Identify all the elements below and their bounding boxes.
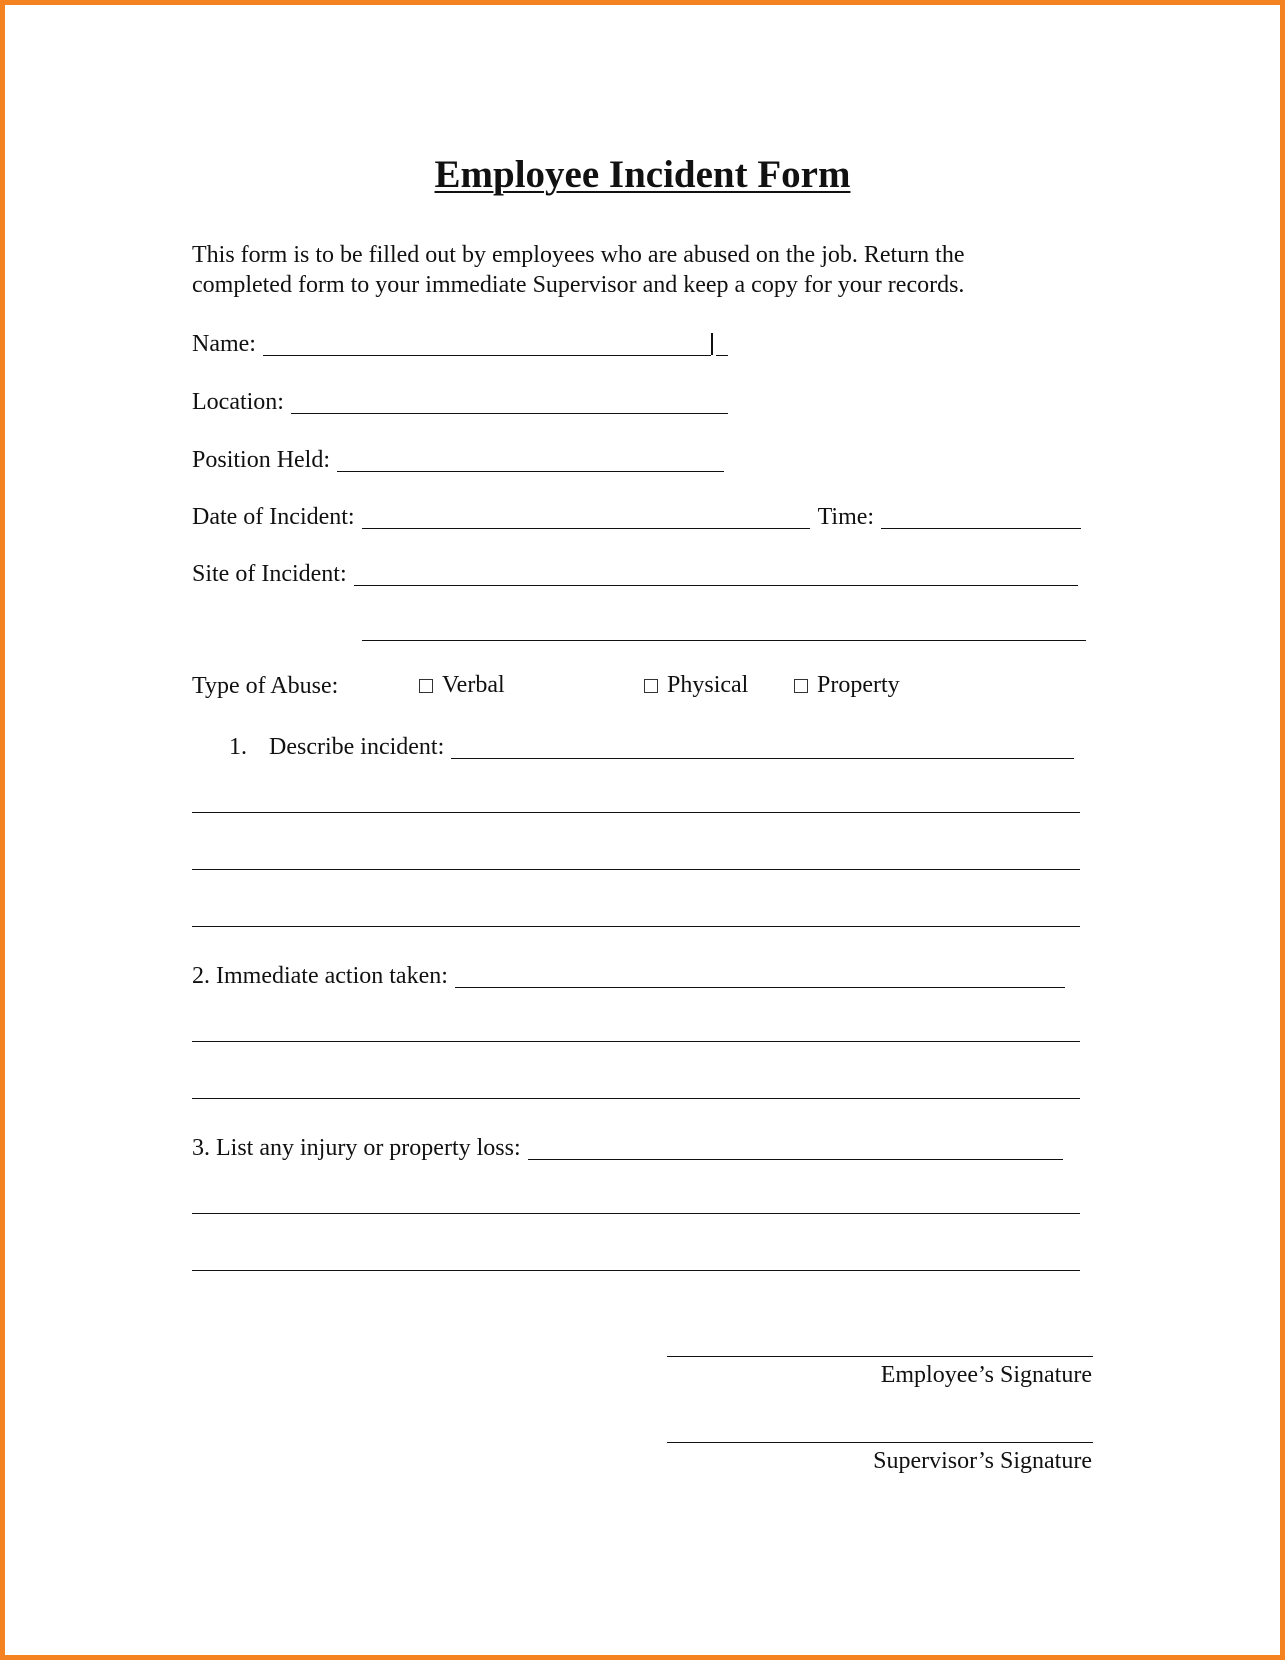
supervisor-signature-label: Supervisor’s Signature: [873, 1448, 1092, 1474]
intro-line-1: This form is to be filled out by employees who are abused on the job. Return the: [192, 242, 965, 268]
describe-incident-row: [229, 729, 1074, 761]
question-1-number: 1.: [229, 734, 247, 760]
immediate-action-row: [192, 958, 1065, 990]
site-of-incident-field[interactable]: [354, 561, 1078, 586]
describe-incident-line-4[interactable]: [192, 926, 1080, 927]
intro-line-2: completed form to your immediate Supervisor and keep a copy for your records.: [192, 272, 965, 298]
location-row: [192, 384, 728, 416]
site-of-incident-label: Site of Incident:: [192, 561, 347, 587]
position-row: [192, 442, 724, 474]
injury-loss-line-2[interactable]: [192, 1213, 1080, 1214]
abuse-option-property[interactable]: [794, 672, 900, 699]
injury-loss-field[interactable]: [528, 1135, 1063, 1160]
immediate-action-line-2[interactable]: [192, 1041, 1080, 1042]
date-of-incident-field[interactable]: [362, 504, 810, 529]
checkbox-icon[interactable]: [794, 679, 808, 693]
site-row: [192, 556, 1078, 588]
name-field-tail: [716, 355, 728, 356]
name-row: [192, 326, 728, 358]
time-field[interactable]: [881, 504, 1081, 529]
site-of-incident-line-2[interactable]: [362, 640, 1086, 641]
name-label: Name:: [192, 331, 256, 357]
time-label: Time:: [817, 504, 875, 530]
abuse-option-label: Verbal: [442, 672, 505, 698]
name-field[interactable]: [263, 331, 711, 356]
immediate-action-line-3[interactable]: [192, 1098, 1080, 1099]
employee-signature-label: Employee’s Signature: [880, 1362, 1092, 1388]
date-of-incident-label: Date of Incident:: [192, 504, 355, 530]
abuse-option-verbal[interactable]: [419, 672, 505, 699]
abuse-option-physical[interactable]: [644, 672, 748, 699]
date-time-row: [192, 499, 1081, 531]
position-held-field[interactable]: [337, 447, 724, 472]
injury-loss-row: [192, 1130, 1063, 1162]
immediate-action-label: 2. Immediate action taken:: [192, 963, 448, 989]
employee-signature-line[interactable]: [667, 1356, 1093, 1357]
immediate-action-field[interactable]: [455, 963, 1065, 988]
position-held-label: Position Held:: [192, 447, 331, 473]
injury-loss-line-3[interactable]: [192, 1270, 1080, 1271]
text-cursor: [711, 333, 713, 355]
describe-incident-label: Describe incident:: [269, 734, 445, 760]
supervisor-signature-line[interactable]: [667, 1442, 1093, 1443]
checkbox-icon[interactable]: [419, 679, 433, 693]
location-label: Location:: [192, 389, 284, 415]
describe-incident-line-2[interactable]: [192, 812, 1080, 813]
describe-incident-field[interactable]: [451, 734, 1074, 759]
checkbox-icon[interactable]: [644, 679, 658, 693]
form-title: Employee Incident Form: [434, 153, 851, 196]
type-of-abuse-label: Type of Abuse:: [192, 673, 339, 699]
injury-loss-label: 3. List any injury or property loss:: [192, 1135, 521, 1161]
intro-paragraph: [192, 240, 1072, 300]
location-field[interactable]: [291, 389, 728, 414]
abuse-option-label: Physical: [667, 672, 749, 698]
abuse-option-label: Property: [817, 672, 900, 698]
describe-incident-line-3[interactable]: [192, 869, 1080, 870]
